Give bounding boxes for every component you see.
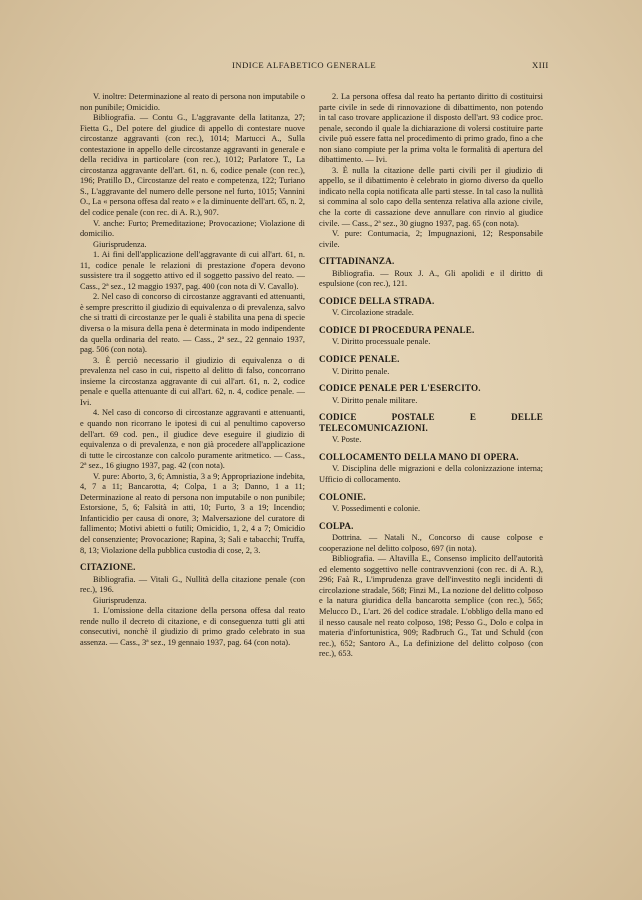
right-column bbox=[319, 92, 543, 660]
index-entry: V. pure: Contumacia, 2; Impugnazioni, 12; Responsabile civile. bbox=[319, 229, 543, 249]
index-entry: V. pure: Aborto, 3, 6; Amnistia, 3 a 9; Appropriazione indebita, 4, 7 a 11; Bancarotta, 4; Colpa, 1 a 3; Danno, 1 a 11; Determinazione al reato di persona non imputabile o non punibile; Estorsione, 5, 6; Falsità in atti, 10; Furto, 3 a 19; Incendio; Infanticidio per causa di onore, 3; Malversazione del curatore di fallimento; Motivi abietti o futili; Omicidio, 1, 2, 4 a 7; Omicidio del consenziente; Provocazione; Rapina, 3; Sali e tabacchi; Truffa, 8, 13; Violazione della pubblica custodia di cose, 2, 3. bbox=[80, 471, 305, 555]
index-entry: 4. Nel caso di concorso di circostanze aggravanti e attenuanti, e quando non ricorrano le ipotesi di cui al penultimo capoverso dell'art. 69 cod. pen., il giudice deve eseguire il giudizio di equivalenza o di prevalenza, e non già procedere all'applicazione di tutte le circostanze con calcolo puramente aritmetico. — Cass., 2ª sez., 16 giugno 1937, pag. 42 (con nota). bbox=[80, 408, 305, 471]
index-entry: V. Disciplina delle migrazioni e della colonizzazione interna; Ufficio di collocamento. bbox=[319, 464, 543, 484]
section-heading: CODICE DI PROCEDURA PENALE. bbox=[319, 324, 475, 335]
index-entry: 3. È perciò necessario il giudizio di equivalenza o di prevalenza nel caso in cui, rispetto al delitto di falso, concorrano insieme la circostanza aggravante di cui all'art. 61, n. 2, codice penale e quella attenuante di cui all'art. 62, n. 4, codice penale. — Ivi. bbox=[80, 355, 305, 407]
running-header bbox=[0, 60, 642, 74]
index-entry: Bibliografia. — Vitali G., Nullità della citazione penale (con rec.), 196. bbox=[80, 574, 305, 595]
section-heading: COLPA. bbox=[319, 520, 354, 531]
index-entry: V. Diritto penale militare. bbox=[332, 395, 418, 405]
index-entry: 1. Ai fini dell'applicazione dell'aggravante di cui all'art. 61, n. 11, codice penale le relazioni di prestazione d'opera devono sussistere tra il soggetto attivo ed il soggetto passivo del reato. — Cass., 2ª sez., 12 maggio 1937, pag. 400 (con nota di V. Cavallo). bbox=[80, 250, 305, 291]
index-entry: Giurisprudenza. bbox=[93, 595, 147, 605]
header-title: INDICE ALFABETICO GENERALE bbox=[232, 60, 377, 70]
index-entry: V. inoltre: Determinazione al reato di persona non imputabile o non punibile; Omicidio. bbox=[80, 92, 305, 112]
index-entry: 3. È nulla la citazione delle parti civili per il giudizio di appello, se il dibattimento è celebrato in giorno diverso da quello indicato nella copia notificata alle parti stesse. In tal caso la nullità si commina al solo capo della sentenza relativa alla azione civile, che la corte di cassazione deve annullare con rinvio al giudice civile. — Cass., 2ª sez., 30 giugno 1937, pag. 65 (con nota). bbox=[319, 165, 543, 228]
left-column bbox=[80, 92, 305, 648]
index-entry: V. Circolazione stradale. bbox=[332, 308, 414, 318]
section-heading: CITTADINANZA. bbox=[319, 256, 395, 267]
index-entry: 2. La persona offesa dal reato ha pertanto diritto di costituirsi parte civile in sede di rinnovazione di dibattimento, non potendo in tal caso trovare applicazione il disposto dell'art. 93 codice proc. penale, secondo il quale la dichiarazione di volersi costituire parte civile può essere fatta nel procedimento di primo grado, fino a che non siano compiute per la prima volta le formalità di apertura del dibattimento. — Ivi. bbox=[319, 92, 543, 165]
section-heading: CODICE PENALE PER L'ESERCITO. bbox=[319, 383, 481, 394]
index-entry: Bibliografia. — Altavilla E., Consenso implicito dell'autorità ed elemento soggettivo nelle contravvenzioni (con rec. di A. R.), 296; Faà R., L'imprudenza grave dell'investito negli incidenti di circolazione stradale, 568; Finzi M., La nozione del delitto colposo e la natura giuridica della bancarotta semplice (con rec.), 565; Melucco D., L'art. 26 del codice stradale. L'obbligo della mano ed il nesso causale nel reato colposo, 198; Pesso G., Dolo e colpa in materia d'infortunistica, 909; Radbruch G., Tat und Schuld (con rec.), 652; Santoro A., La definizione del delitto colposo (con rec.), 653. bbox=[319, 554, 543, 659]
section-heading: CITAZIONE. bbox=[80, 562, 136, 573]
index-entry: Giurisprudenza. bbox=[93, 239, 147, 249]
index-entry: V. Diritto penale. bbox=[332, 366, 390, 376]
page-number: XIII bbox=[532, 60, 549, 70]
section-heading: CODICE DELLA STRADA. bbox=[319, 295, 435, 306]
index-entry: 1. L'omissione della citazione della persona offesa dal reato rende nullo il decreto di citazione, e di conseguenza tutti gli atti consecutivi, nonchè il giudizio di primo grado celebrato in sua assenza. — Cass., 3ª sez., 19 gennaio 1937, pag. 64 (con nota). bbox=[80, 606, 305, 647]
index-entry: V. anche: Furto; Premeditazione; Provocazione; Violazione di domicilio. bbox=[80, 218, 305, 239]
index-entry: Dottrina. — Natali N., Concorso di cause colpose e cooperazione nel delitto colposo, 697 (in nota). bbox=[319, 533, 543, 553]
index-entry: 2. Nel caso di concorso di circostanze aggravanti ed attenuanti, è sempre prescritto il giudizio di equivalenza o di prevalenza, salvo che si tratti di circostanze per le quali è stabilita una pena di specie diversa o la misura della pena è determinata in modo indipendente da quella ordinaria del reato. — Cass., 2ª sez., 22 gennaio 1937, pag. 506 (con nota). bbox=[80, 292, 305, 355]
index-entry: Bibliografia. — Contu G., L'aggravante della latitanza, 27; Fietta G., Del potere del giudice di appello di contestare nuove circostanze aggravanti (con rec.), 1014; Martucci A., Sulla contestazione in appello delle circostanze aggravanti in generale e della recidiva in particolare (con rec.), 1012; Parlatore T., La circostanza aggravante dell'art. 61, n. 6, codice penale (con rec.), 196; Pratillo D., Circostanze del reato e competenza, 122; Turiano S., L'aggravante del numero delle persone nel furto, 1015; Vannini O., La « persona offesa dal reato » e la diminuente dell'art. 65, n. 2, del codice penale (con rec. di A. R.), 907. bbox=[80, 113, 305, 218]
section-heading: COLLOCAMENTO DELLA MANO DI OPERA. bbox=[319, 451, 519, 462]
section-heading: COLONIE. bbox=[319, 491, 366, 502]
section-heading: CODICE PENALE. bbox=[319, 354, 400, 365]
index-entry: V. Poste. bbox=[332, 435, 362, 445]
index-entry: Bibliografia. — Roux J. A., Gli apolidi e il diritto di espulsione (con rec.), 121. bbox=[319, 268, 543, 289]
index-entry: V. Diritto processuale penale. bbox=[332, 337, 431, 347]
section-heading: CODICE POSTALE E DELLE TELECOMUNICAZIONI. bbox=[319, 412, 543, 433]
index-entry: V. Possedimenti e colonie. bbox=[332, 504, 421, 514]
